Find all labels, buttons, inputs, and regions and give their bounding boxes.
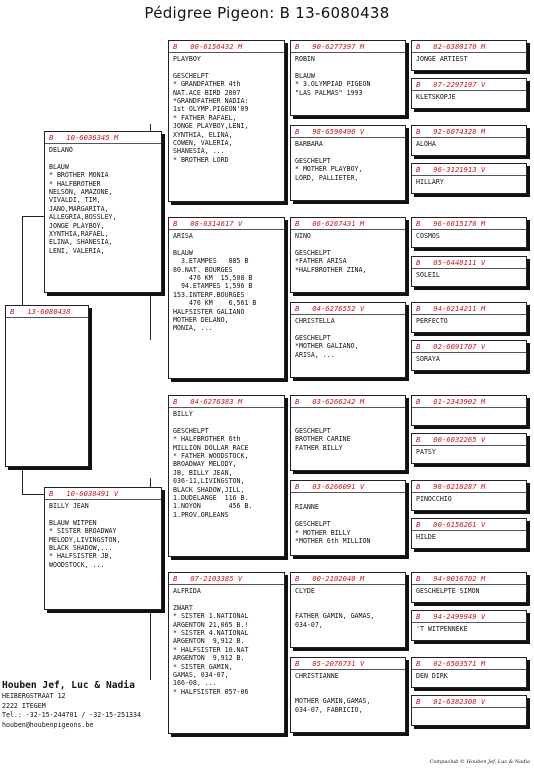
ring-number: B 87-2297197 V	[416, 80, 486, 89]
pigeon-info-line: BLACK SHADOW,...	[49, 544, 113, 553]
ring-number: B 07-2103385 V	[173, 574, 243, 583]
pigeon-info-line: ARGENTON 21,065 B.!	[173, 620, 249, 629]
pigeon-info-line: MONIA, ...	[173, 324, 213, 333]
pigeon-info-line: * FATHER WOODSTOCK,	[173, 452, 249, 461]
ring-number: B 02-6503571 M	[416, 659, 486, 668]
pigeon-info-line: GESCHELPT	[295, 333, 331, 342]
pigeon-name: KLETSKOPJE	[416, 93, 456, 101]
pedigree-box-gen3-8	[290, 657, 406, 733]
header-divider	[45, 499, 161, 500]
pigeon-info-line: * MOTHER BILLY	[295, 528, 351, 537]
header-divider	[412, 268, 526, 269]
pigeon-info-line: 1.NOYON 456 B.	[173, 502, 253, 511]
pigeon-info-line: * HALFBROTHER	[49, 179, 101, 188]
pigeon-info-line: * BROTHER LORD	[173, 155, 229, 164]
owner-block	[2, 680, 141, 730]
pigeon-info-line: RIANNE	[295, 503, 319, 512]
pigeon-info-line: 3.ETAMPES 885 B	[173, 257, 249, 266]
pigeon-info-line: ARGENTON 9,912 B.	[173, 637, 245, 646]
pigeon-info-line: GESCHELPT	[173, 71, 209, 80]
pedigree-box-sire-dam	[168, 217, 285, 379]
pigeon-info-line: 034-07,	[295, 620, 323, 629]
pigeon-info-line	[45, 154, 161, 162]
ring-number: B 08-6314617 V	[173, 219, 243, 228]
pigeon-name: COSMOS	[416, 232, 440, 240]
header-divider	[291, 52, 405, 53]
pigeon-info-line	[45, 510, 161, 518]
pigeon-info-line: * MOTHER PLAYBOY,	[295, 165, 363, 174]
pigeon-name: CHRISTIANNE	[295, 672, 339, 680]
pigeon-name: DEN DIRK	[416, 672, 448, 680]
pigeon-info-line: NELSON, AMAZONE,	[49, 188, 113, 197]
pedigree-box-gen4-4	[411, 163, 527, 194]
pigeon-info-line: FATHER GAMIN, GAMAS,	[295, 612, 375, 621]
pedigree-box-dam	[44, 487, 162, 610]
ring-number: B 98-6590496 V	[295, 127, 365, 136]
ring-number: B 04-6276552 V	[295, 304, 365, 313]
header-divider	[412, 314, 526, 315]
pedigree-box-gen4-8	[411, 340, 527, 371]
ring-number: B 90-6277397 M	[295, 42, 365, 51]
pedigree-box-gen3-1	[290, 40, 406, 116]
pigeon-info-line: BLAUW	[173, 248, 193, 257]
pigeon-info-line: BROTHER CARINE	[295, 435, 351, 444]
pigeon-info-line: COWEN, VALERIA,	[173, 139, 233, 148]
pedigree-box-gen3-7	[290, 572, 406, 648]
pigeon-name: BILLY JEAN	[49, 502, 89, 510]
ring-number: B 10-6036345 M	[49, 133, 119, 142]
pedigree-box-gen3-2	[290, 125, 406, 201]
pigeon-name	[291, 495, 405, 503]
pigeon-info-line: 1st OLYMP.PIGEON'09	[173, 105, 249, 114]
owner-street: HEIBERGSTRAAT 12	[2, 692, 66, 700]
pedigree-box-gen4-15	[411, 657, 527, 688]
pedigree-box-main	[5, 305, 89, 467]
pigeon-name: JONGE ARTIEST	[416, 55, 468, 63]
pigeon-info-line: 034-07, FABRICIO,	[295, 705, 363, 714]
pigeon-name: PLAYBOY	[173, 55, 201, 63]
pigeon-name: SOLEIL	[416, 271, 440, 279]
header-divider	[291, 314, 405, 315]
pigeon-name: HILLARY	[416, 178, 444, 186]
header-divider	[412, 352, 526, 353]
pigeon-info-line: * GRANDFATHER 4th	[173, 80, 241, 89]
ring-number: B 10-6038491 V	[49, 489, 119, 498]
pigeon-info-line: NAT.ACE BIRD 2007	[173, 88, 241, 97]
pigeon-info-line: *MOTHER GALIANO,	[295, 342, 359, 351]
owner-phone: Tel.: -32-15-244701 / -32-15-251334	[2, 711, 141, 720]
pigeon-name: NINO	[295, 232, 311, 240]
header-divider	[412, 669, 526, 670]
header-divider	[6, 317, 88, 318]
pigeon-info-line: ARISA, ...	[295, 350, 335, 359]
ring-number: B 02-6091707 V	[416, 342, 486, 351]
ring-number: B 01-2343902 M	[416, 397, 486, 406]
pedigree-box-gen4-1	[411, 40, 527, 71]
pigeon-name	[412, 710, 526, 718]
pedigree-box-dam-sire	[168, 395, 285, 557]
header-divider	[412, 407, 526, 408]
ring-number: B 04-6276383 M	[173, 397, 243, 406]
header-divider	[412, 90, 526, 91]
pigeon-info-line	[291, 680, 405, 688]
pigeon-info-line	[291, 240, 405, 248]
ring-number: B 03-6266091 V	[295, 482, 365, 491]
ring-number: B 06-6267431 M	[295, 219, 365, 228]
pigeon-name: ROBIN	[295, 55, 315, 63]
header-divider	[169, 52, 284, 53]
pedigree-box-gen4-16	[411, 695, 527, 726]
pigeon-info-line: BLACK SHADOW,JILL,	[173, 485, 245, 494]
ring-number: B 98-6210287 M	[416, 482, 486, 491]
pigeon-info-line: "LAS PALMAS" 1993	[295, 88, 363, 97]
pigeon-info-line	[291, 595, 405, 603]
pigeon-name: CHRISTELLA	[295, 317, 335, 325]
pigeon-info-line: LORD, PALLIETER,	[295, 173, 359, 182]
header-divider	[291, 669, 405, 670]
ring-number: B 00-2102040 M	[295, 574, 365, 583]
pedigree-box-gen3-5	[290, 395, 406, 471]
pigeon-info-line: WOODSTOCK, ...	[49, 560, 105, 569]
pigeon-info-line: VIVALDI, TIM,	[49, 196, 101, 205]
pigeon-info-line: BLAUW WITPEN	[49, 518, 97, 527]
pigeon-info-line: ELINA, SHANESIA,	[49, 238, 113, 247]
pigeon-name: PINOCCHIO	[416, 495, 452, 503]
pigeon-info-line: SHANESIA, ...	[173, 147, 225, 156]
pigeon-name: DELANO	[49, 146, 73, 154]
pigeon-info-line: ARGENTON 9,912 B.	[173, 654, 245, 663]
pigeon-info-line	[291, 63, 405, 71]
pigeon-info-line: BLAUW	[49, 162, 69, 171]
pigeon-name: ALOHA	[416, 140, 436, 148]
ring-number: B 13-6080438	[10, 307, 71, 316]
pigeon-info-line: *FATHER ARISA	[295, 257, 347, 266]
pigeon-info-line: HALFSISTER GALIANO	[173, 307, 245, 316]
pigeon-name: ARISA	[173, 232, 193, 240]
pigeon-info-line: * SISTER 1.NATIONAL	[173, 612, 249, 621]
pigeon-info-line	[291, 148, 405, 156]
pedigree-box-gen4-7	[411, 302, 527, 333]
pigeon-name: PERFECTO	[416, 317, 448, 325]
pigeon-info-line: 036-11,LIVINGSTON,	[173, 477, 245, 486]
pigeon-info-line: ALLEGRIA,BOSSLEY,	[49, 213, 117, 222]
header-divider	[412, 229, 526, 230]
ring-number: B 05-2076731 V	[295, 659, 365, 668]
pigeon-info-line	[291, 512, 405, 520]
pigeon-name: BILLY	[173, 410, 193, 418]
pigeon-info-line: * SISTER 4.NATIONAL	[173, 629, 249, 638]
header-divider	[169, 584, 284, 585]
pigeon-info-line: GESCHELPT	[295, 248, 331, 257]
pedigree-box-gen3-4	[290, 302, 406, 378]
pedigree-box-gen4-3	[411, 125, 527, 156]
connector-sire	[22, 216, 44, 217]
header-divider	[291, 407, 405, 408]
pigeon-info-line: * HALFSISTER 10.NAT	[173, 645, 249, 654]
pigeon-info-line: 166-08, ...	[173, 679, 217, 688]
pigeon-info-line: GAMAS, 034-07,	[173, 671, 229, 680]
pedigree-box-gen4-9	[411, 395, 527, 426]
pigeon-info-line: *MOTHER 6th MILLION	[295, 537, 371, 546]
pedigree-box-gen4-13	[411, 572, 527, 603]
pigeon-info-line: BROADWAY MELODY,	[173, 460, 237, 469]
pigeon-info-line	[169, 418, 284, 426]
pigeon-info-line: MOTHER DELANO,	[173, 316, 229, 325]
pigeon-info-line	[169, 595, 284, 603]
header-divider	[412, 622, 526, 623]
pigeon-info-line: 80.NAT. BOURGES	[173, 265, 233, 274]
pedigree-box-gen4-11	[411, 480, 527, 511]
pigeon-info-line: * HALFSISTER JB,	[49, 552, 113, 561]
pigeon-info-line: 94.ETAMPES 1,596 B	[173, 282, 253, 291]
pigeon-name: HILDE	[416, 533, 436, 541]
ring-number: B 00-6032265 V	[416, 435, 486, 444]
header-divider	[412, 445, 526, 446]
pigeon-info-line	[291, 604, 405, 612]
ring-number: B 00-6156261 V	[416, 520, 486, 529]
pigeon-info-line: 1.PROV.ORLEANS	[173, 510, 229, 519]
pigeon-info-line: XYNTHIA, ELINA,	[173, 130, 233, 139]
pigeon-name: 'T WITPENNEKE	[416, 625, 468, 633]
pigeon-info-line: BLAUW	[295, 71, 315, 80]
pigeon-info-line	[169, 63, 284, 71]
pigeon-info-line: LENI, VALERIA,	[49, 246, 105, 255]
pigeon-info-line	[291, 418, 405, 426]
pedigree-box-gen4-10	[411, 433, 527, 464]
header-divider	[412, 137, 526, 138]
pedigree-box-sire-sire	[168, 40, 285, 202]
pigeon-info-line: JONGE PLAYBOY,	[49, 221, 105, 230]
pigeon-info-line: 1.DUDELANGE 116 B.	[173, 494, 249, 503]
header-divider	[169, 229, 284, 230]
pigeon-info-line: MILLION DOLLAR RACE	[173, 443, 249, 452]
ring-number: B 03-6266242 M	[295, 397, 365, 406]
header-divider	[291, 584, 405, 585]
header-divider	[291, 492, 405, 493]
pigeon-info-line: *HALFBROTHER ZINA,	[295, 265, 367, 274]
header-divider	[169, 407, 284, 408]
ring-number: B 05-6448111 V	[416, 258, 486, 267]
pigeon-info-line: * HALFBROTHER 6th	[173, 435, 241, 444]
ring-number: B 01-6382308 V	[416, 697, 486, 706]
header-divider	[412, 530, 526, 531]
pigeon-info-line: MOTHER GAMIN,GAMAS,	[295, 697, 371, 706]
pigeon-info-line: * SISTER GAMIN,	[173, 662, 233, 671]
header-divider	[291, 229, 405, 230]
pigeon-info-line: JB, BILLY JEAN,	[173, 468, 233, 477]
pigeon-name: PATSY	[416, 448, 436, 456]
pigeon-info-line: 476 KM 6,561 B	[173, 299, 257, 308]
pigeon-info-line: * 3.OLYMPIAD PIGEON	[295, 80, 371, 89]
pigeon-name: BARBARA	[295, 140, 323, 148]
pedigree-box-gen4-14	[411, 610, 527, 641]
pigeon-info-line: JANO,MARGARITA,	[49, 204, 109, 213]
header-divider	[412, 584, 526, 585]
ring-number: B 96-3121913 V	[416, 165, 486, 174]
pigeon-info-line: 153.INTERP.BOURGES	[173, 290, 245, 299]
pigeon-info-line: * HALFSISTER 057-06	[173, 687, 249, 696]
pigeon-info-line: GESCHELPT	[295, 156, 331, 165]
pigeon-info-line: GESCHELPT	[173, 426, 209, 435]
page-title: Pédigree Pigeon: B 13-6080438	[144, 4, 390, 22]
pigeon-info-line: XYNTHIA,RAFAEL,	[49, 230, 109, 239]
pigeon-name	[412, 410, 526, 418]
ring-number: B 96-6615170 M	[416, 219, 486, 228]
pigeon-name: GESCHELPTE SIMON	[416, 587, 480, 595]
pigeon-info-line: GESCHELPT	[295, 426, 331, 435]
pigeon-info-line: GESCHELPT	[295, 520, 331, 529]
header-divider	[291, 137, 405, 138]
header-divider	[412, 707, 526, 708]
pedigree-box-gen3-6	[290, 480, 406, 556]
pigeon-info-line: *GRANDFATHER NADIA:	[173, 97, 249, 106]
ring-number: B 94-2499949 V	[416, 612, 486, 621]
owner-name: Houben Jef, Luc & Nadia	[2, 680, 135, 691]
header-divider	[412, 52, 526, 53]
ring-number: B 94-6214211 M	[416, 304, 486, 313]
owner-email[interactable]: houben@houbenpigeons.be	[2, 720, 94, 729]
copyright-note: Compuclub © Houben Jef, Luc & Nadia	[429, 759, 530, 765]
pigeon-info-line: JONGE PLAYBOY,LENI,	[173, 122, 249, 131]
pigeon-info-line: * FATHER RAFAEL,	[173, 113, 237, 122]
connector-dam	[22, 494, 44, 495]
pigeon-info-line: ZWART	[173, 603, 193, 612]
header-divider	[45, 143, 161, 144]
pigeon-info-line: * BROTHER MONIA	[49, 171, 109, 180]
pedigree-box-dam-dam	[168, 572, 285, 734]
pigeon-info-line	[291, 689, 405, 697]
ring-number: B 00-6156432 M	[173, 42, 243, 51]
pedigree-box-gen4-12	[411, 518, 527, 549]
pedigree-box-gen4-6	[411, 256, 527, 287]
pedigree-box-gen4-2	[411, 78, 527, 109]
ring-number: B 82-6380170 M	[416, 42, 486, 51]
pigeon-name: SORAYA	[416, 355, 440, 363]
pigeon-name	[291, 410, 405, 418]
ring-number: B 92-6074328 M	[416, 127, 486, 136]
pedigree-box-sire	[44, 131, 162, 293]
pigeon-info-line: 476 KM 15,508 B	[173, 274, 253, 283]
pigeon-info-line: FATHER BILLY	[295, 443, 343, 452]
pigeon-info-line	[169, 240, 284, 248]
pedigree-box-gen4-5	[411, 217, 527, 248]
header-divider	[412, 492, 526, 493]
pigeon-name: ALFRIDA	[173, 587, 201, 595]
header-divider	[412, 175, 526, 176]
ring-number: B 94-8016702 M	[416, 574, 486, 583]
pedigree-box-gen3-3	[290, 217, 406, 293]
pigeon-info-line: MELODY,LIVINGSTON,	[49, 535, 121, 544]
owner-city: 2222 ITEGEM	[2, 701, 46, 710]
pigeon-name: CLYDE	[295, 587, 315, 595]
pigeon-info-line	[291, 325, 405, 333]
pigeon-info-line: * SISTER BROADWAY	[49, 527, 117, 536]
